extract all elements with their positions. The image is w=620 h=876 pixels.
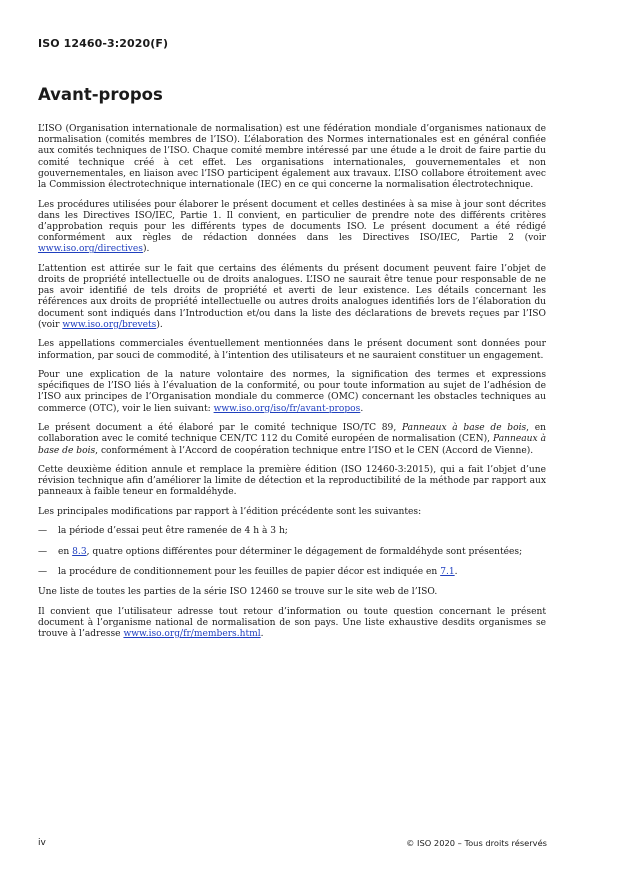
dash-marker: — bbox=[38, 526, 48, 537]
foreword-body bbox=[38, 124, 546, 648]
clause-7-1-link[interactable]: 7.1 bbox=[440, 566, 455, 577]
copyright-notice: © ISO 2020 – Tous droits réservés bbox=[406, 838, 547, 848]
paragraph-iso-intro: L’ISO (Organisation internationale de normalisation) est une fédération mondiale d’organismes nationaux de normalisation (comités membres de l’ISO). L’élaboration des Normes internationales est en général confiée aux comités techniques de l’ISO. Chaque comité membre intéressé par une étude a le droit de faire partie du comité technique créé à cet effet. Les organisations internationales, gouvernementales et non gouvernementales, en liaison avec l’ISO participent également aux travaux. L’ISO collabore étroitement avec la Commission électrotechnique internationale (IEC) en ce qui concerne la normalisation électrotechnique. bbox=[38, 124, 546, 191]
dash-marker: — bbox=[38, 546, 48, 557]
list-item: — la période d’essai peut être ramenée de 4 h à 3 h; bbox=[38, 526, 288, 537]
paragraph-voluntary-nature: Pour une explication de la nature volontaire des normes, la signification des termes et expressions spécifiques de l’ISO liés à l’évaluation de la conformité, ou pour toute information au sujet de l’adhésion de l’ISO aux principes de l’Organisation mondiale du commerce (OMC) concernant les obstacles techniques au commerce (OTC), voir le lien suivant: www.iso.org/iso/fr/avant-propos. bbox=[38, 370, 546, 414]
patents-link[interactable]: www.iso.org/brevets bbox=[62, 319, 157, 330]
members-link[interactable]: www.iso.org/fr/members.html bbox=[123, 628, 261, 639]
page-number: iv bbox=[38, 838, 46, 848]
list-item: — en 8.3, quatre options différentes pour déterminer le dégagement de formaldéhyde sont présentées; bbox=[38, 546, 523, 557]
paragraph-patents: L’attention est attirée sur le fait que certains des éléments du présent document peuvent faire l’objet de droits de propriété intellectuelle ou de droits analogues. L’ISO ne saurait être tenue pour responsable de ne pas avoir identifié de tels droits de propriété et averti de leur existence. Les détails concernant les références aux droits de propriété intellectuelle ou autres droits analogues identifiés lors de l’élaboration du document sont indiqués dans l’Introduction et/ou dans la liste des déclarations de brevets reçues par l’ISO (voir www.iso.org/brevets). bbox=[38, 263, 546, 330]
document-id-header: ISO 12460-3:2020(F) bbox=[38, 37, 169, 50]
directives-link[interactable]: www.iso.org/directives bbox=[38, 244, 143, 255]
paragraph-committee: Le présent document a été élaboré par le comité technique ISO/TC 89, Panneaux à base de bois, en collaboration avec le comité technique CEN/TC 112 du Comité européen de normalisation (CEN), Panneaux à base de bois, conformément à l’Accord de coopération technique entre l’ISO et le CEN (Accord de Vienne). bbox=[38, 423, 547, 456]
paragraph-feedback: Il convient que l’utilisateur adresse tout retour d’information ou toute question concernant le présent document à l’organisme national de normalisation de son pays. Une liste exhaustive desdits organismes se trouve à l’adresse www.iso.org/fr/members.html. bbox=[38, 606, 546, 639]
dash-marker: — bbox=[38, 566, 48, 577]
list-item: — la procédure de conditionnement pour les feuilles de papier décor est indiquée en 7.1. bbox=[38, 566, 458, 577]
foreword-link[interactable]: www.iso.org/iso/fr/avant-propos bbox=[213, 403, 361, 414]
paragraph-procedures: Les procédures utilisées pour élaborer le présent document et celles destinées à sa mise à jour sont décrites dans les Directives ISO/IEC, Partie 1. Il convient, en particulier de prendre note des différents critères d’approbation requis pour les différents types de documents ISO. Le présent document a été rédigé conformément aux règles de rédaction données dans les Directives ISO/IEC, Partie 2 (voir www.iso.org/directives). bbox=[38, 199, 546, 255]
paragraph-edition: Cette deuxième édition annule et remplace la première édition (ISO 12460-3:2015), qui a fait l’objet d’une révision technique afin d’améliorer la limite de détection et la reproductibilité de la méthode par rapport aux panneaux à faible teneur en formaldéhyde. bbox=[38, 465, 546, 498]
section-title: Avant-propos bbox=[38, 85, 163, 104]
paragraph-changes-intro: Les principales modifications par rapport à l’édition précédente sont les suivantes: bbox=[38, 506, 422, 517]
paragraph-series-list: Une liste de toutes les parties de la série ISO 12460 se trouve sur le site web de l’ISO. bbox=[38, 587, 438, 598]
clause-8-3-link[interactable]: 8.3 bbox=[72, 546, 87, 557]
paragraph-trade-names: Les appellations commerciales éventuellement mentionnées dans le présent document sont données pour information, par souci de commodité, à l’intention des utilisateurs et ne sauraient constituer un engagement. bbox=[38, 339, 546, 361]
